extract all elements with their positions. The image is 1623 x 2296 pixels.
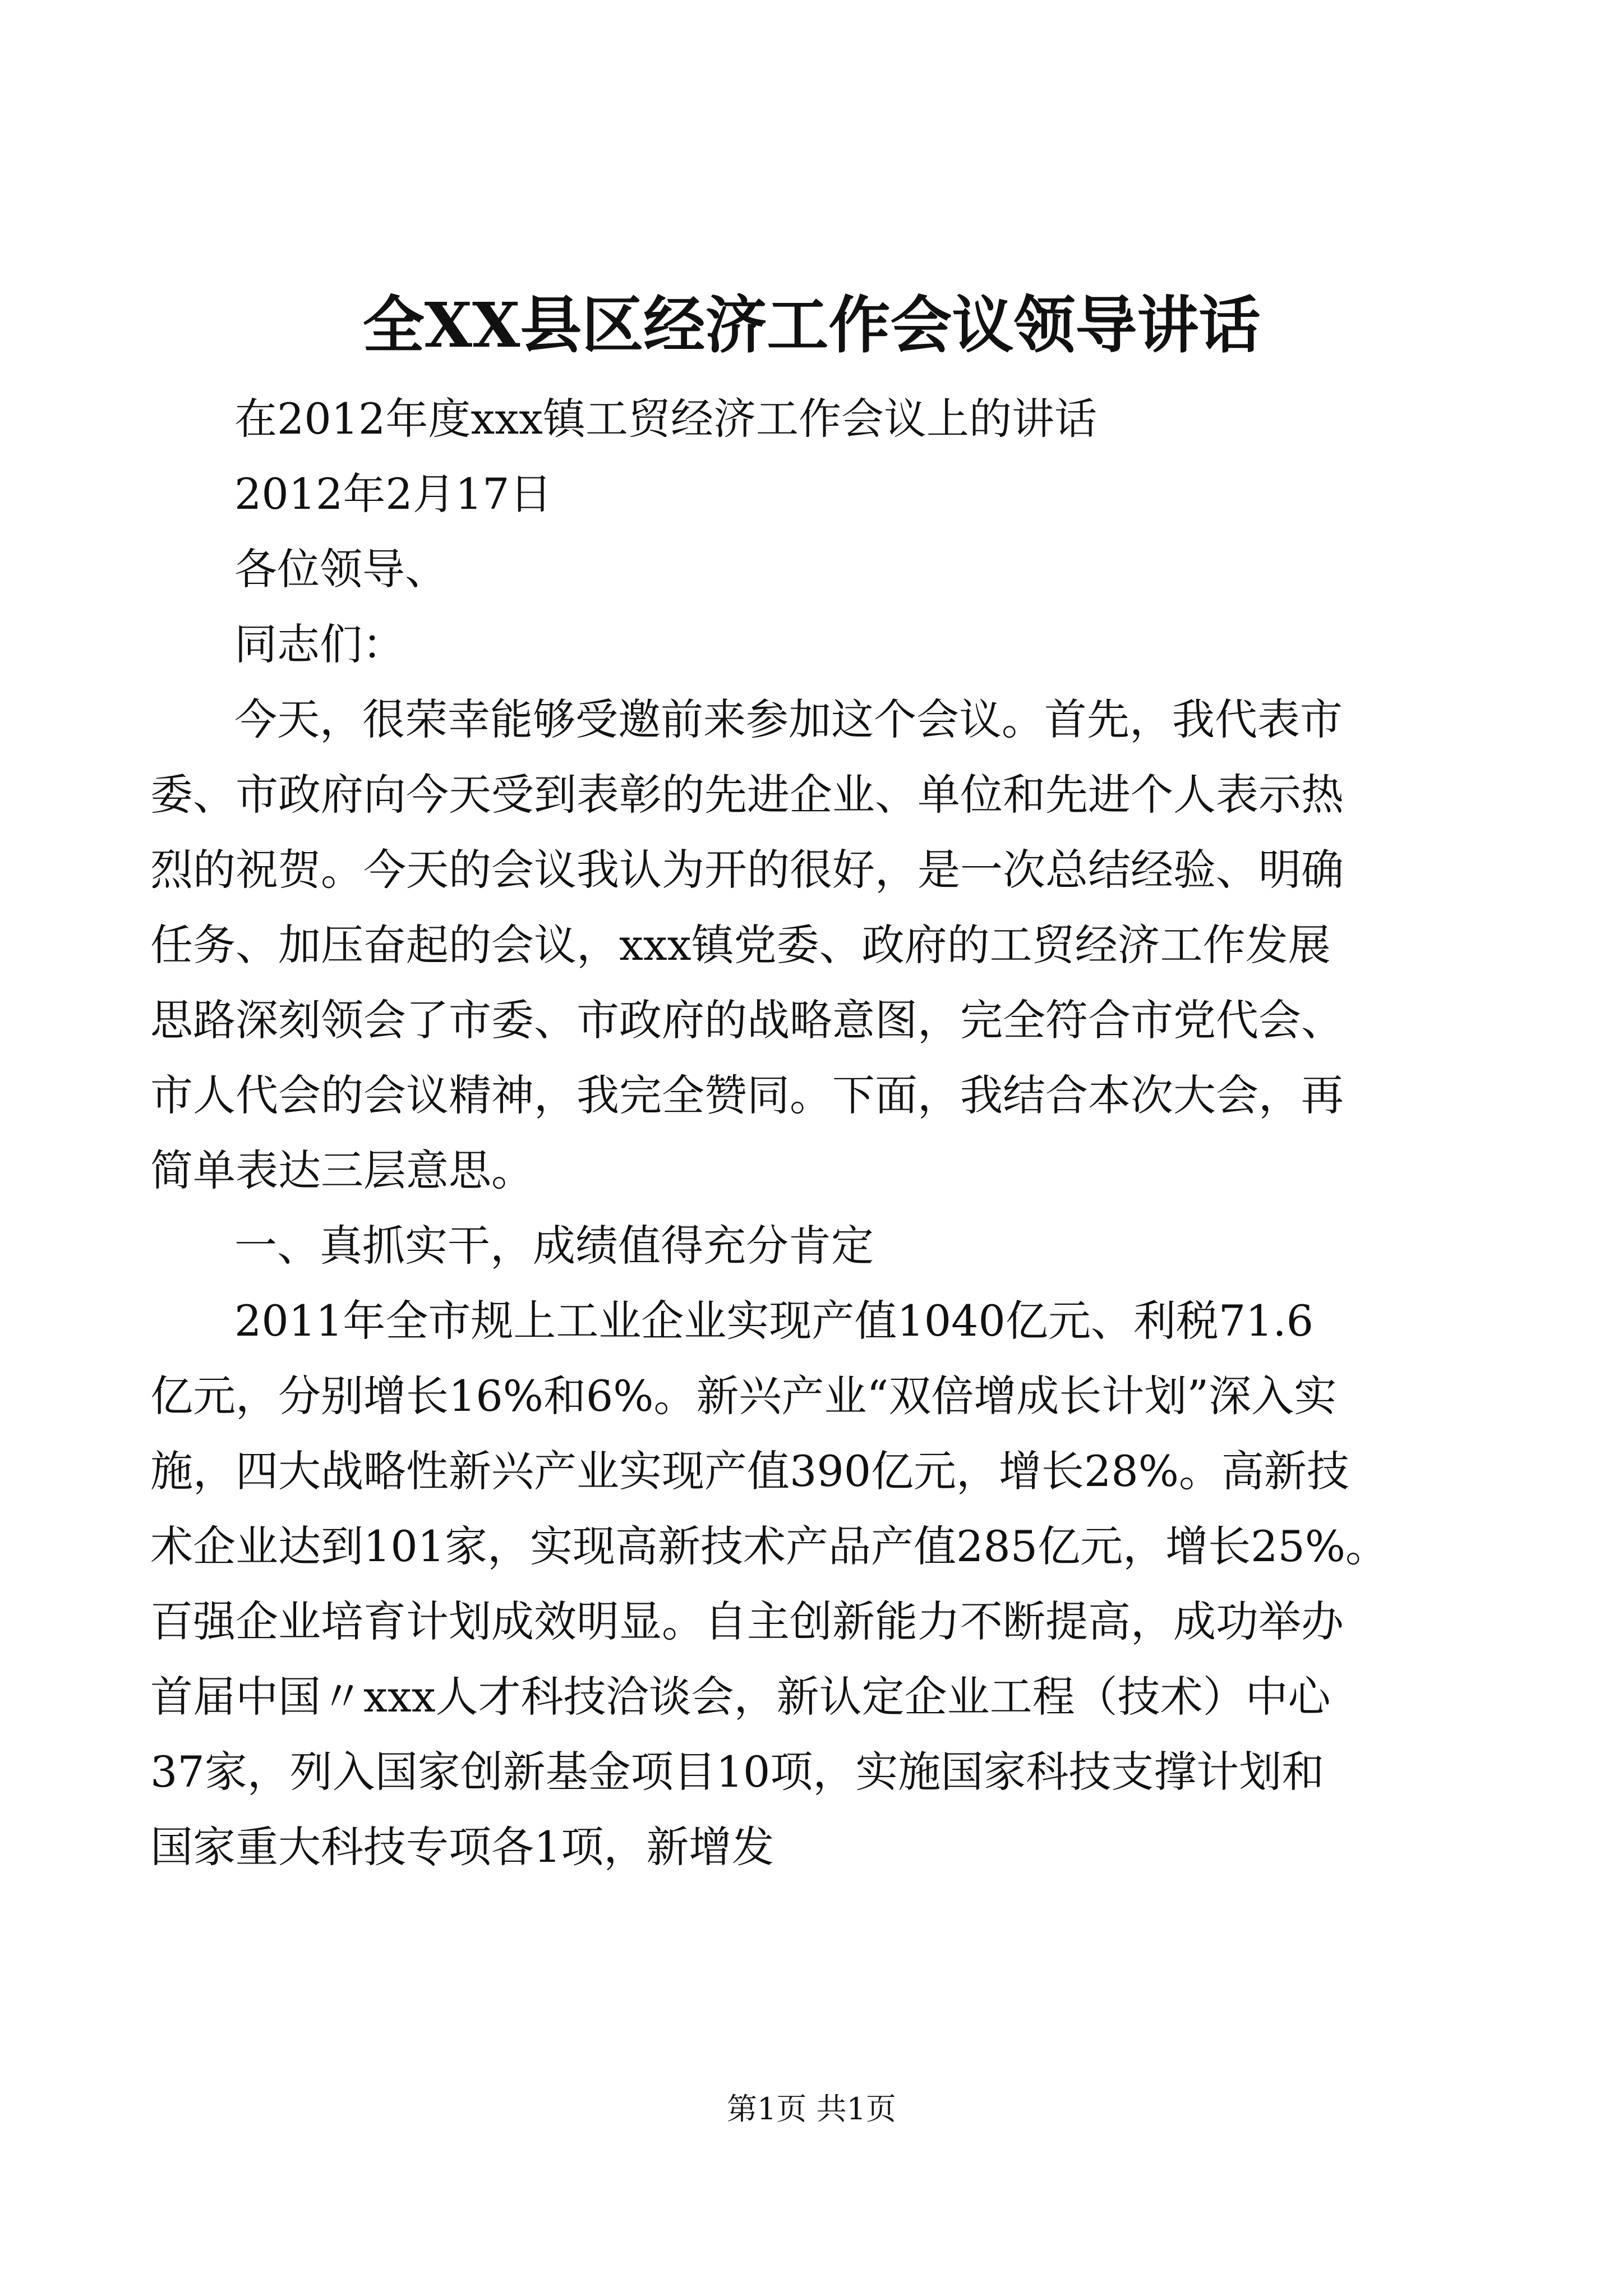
paragraph-line: 委、市政府向今天受到表彰的先进企业、单位和先进个人表示热 xyxy=(150,770,1344,820)
document-body xyxy=(150,381,1479,1885)
paragraph-line: 2011年全市规上工业企业实现产值1040亿元、利税71.6 xyxy=(234,1296,1314,1346)
page-footer: 第1页 共1页 xyxy=(727,2091,896,2127)
paragraph-line: 37家，列入国家创新基金项目10项，实施国家科技支撑计划和 xyxy=(150,1747,1325,1797)
paragraph-line: 市人代会的会议精神，我完全赞同。下面，我结合本次大会，再 xyxy=(150,1070,1344,1120)
paragraph-line: 简单表达三层意思。 xyxy=(150,1145,534,1195)
speech-subtitle: 在2012年度xxx镇工贸经济工作会议上的讲话 xyxy=(234,394,1097,444)
paragraph-line: 百强企业培育计划成效明显。自主创新能力不断提高，成功举办 xyxy=(150,1596,1344,1646)
salutation-line: 同志们： xyxy=(234,619,405,669)
paragraph-line: 施，四大战略性新兴产业实现产值390亿元，增长28%。高新技 xyxy=(150,1446,1349,1496)
salutation-line: 各位领导、 xyxy=(234,544,448,594)
paragraph-line: 今天，很荣幸能够受邀前来参加这个会议。首先，我代表市 xyxy=(234,694,1343,744)
paragraph-line: 术企业达到101家，实现高新技术产品产值285亿元，增长25%。 xyxy=(150,1521,1389,1571)
paragraph-line: 烈的祝贺。今天的会议我认为开的很好，是一次总结经验、明确 xyxy=(150,845,1344,895)
paragraph-line: 亿元，分别增长16%和6%。新兴产业“双倍增成长计划”深入实 xyxy=(150,1371,1337,1421)
paragraph-line: 任务、加压奋起的会议，xxx镇党委、政府的工贸经济工作发展 xyxy=(150,920,1331,970)
document-title: 全XX县区经济工作会议领导讲话 xyxy=(362,289,1261,361)
section-heading: 一、真抓实干，成绩值得充分肯定 xyxy=(234,1221,874,1271)
speech-date: 2012年2月17日 xyxy=(234,469,552,519)
paragraph-line: 思路深刻领会了市委、市政府的战略意图，完全符合市党代会、 xyxy=(150,995,1344,1045)
paragraph-line: 首届中国〃xxx人才科技洽谈会，新认定企业工程（技术）中心 xyxy=(150,1672,1331,1722)
paragraph-line: 国家重大科技专项各1项，新增发 xyxy=(150,1822,774,1872)
